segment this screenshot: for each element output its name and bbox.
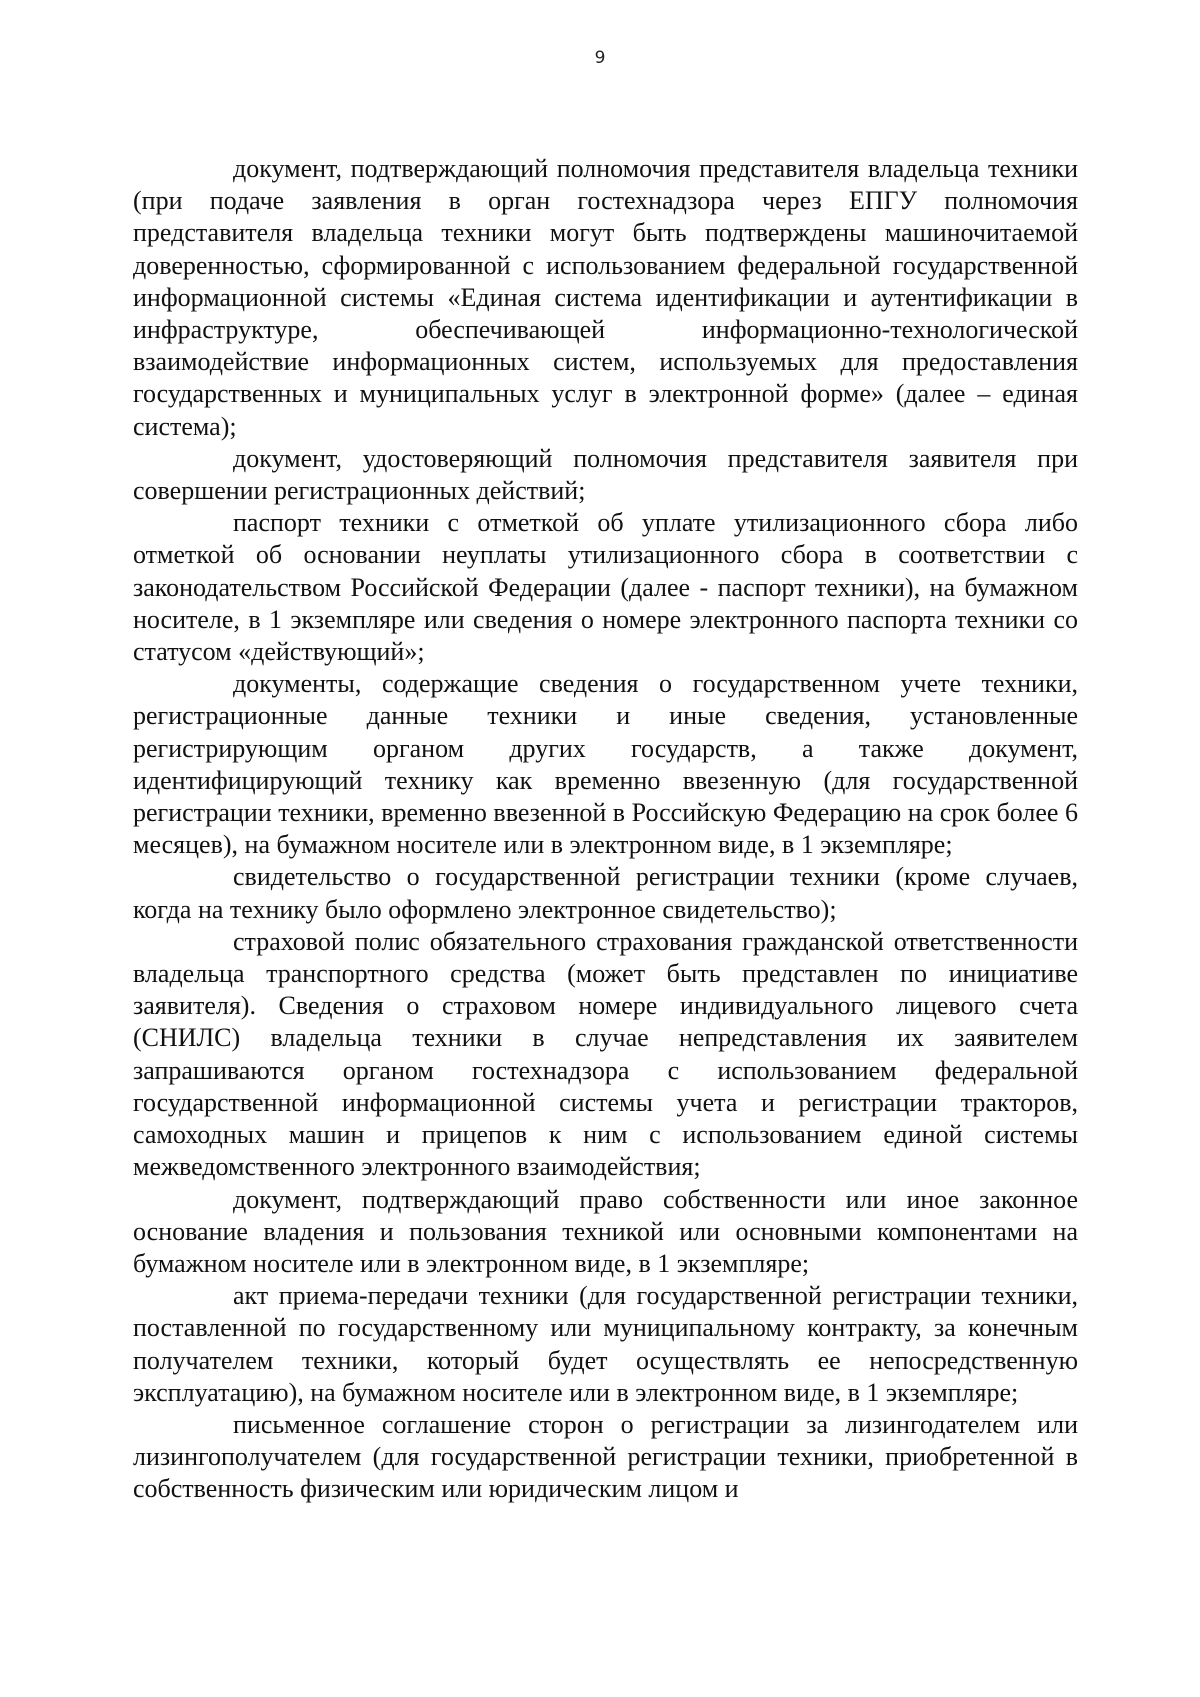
paragraph-foreign-registration: документы, содержащие сведения о государственном учете техники, регистрационные данные техники и иные сведения, установленные регистрирующим органом других государств, а также документ, идентифицирующий технику как временно ввезенную (для государственной регистрации техники, временно ввезенной в Российскую Федерацию на срок более 6 месяцев), на бумажном носителе или в электронном виде, в 1 экземпляре; <box>133 669 1078 860</box>
paragraph-applicant-representative: документ, удостоверяющий полномочия представителя заявителя при совершении регистрационных действий; <box>133 443 1078 506</box>
paragraph-insurance-policy: страховой полис обязательного страхования гражданской ответственности владельца транспортного средства (может быть представлен по инициативе заявителя). Сведения о страховом номере индивидуального лицевого счета (СНИЛС) владельца техники в случае непредставления их заявителем запрашиваются органом гостехнадзора с использованием федеральной государственной информационной системы учета и регистрации тракторов, самоходных машин и прицепов к ним с использованием единой системы межведомственного электронного взаимодействия; <box>133 926 1078 1182</box>
paragraph-ownership-document: документ, подтверждающий право собственности или иное законное основание владения и пользования техникой или основными компонентами на бумажном носителе или в электронном виде, в 1 экземпляре; <box>133 1184 1078 1278</box>
page-number: 9 <box>594 48 606 68</box>
document-body <box>133 153 1078 1506</box>
paragraph-vehicle-passport: паспорт техники с отметкой об уплате утилизационного сбора либо отметкой об основании неуплаты утилизационного сбора в соответствии с законодательством Российской Федерации (далее - паспорт техники), на бумажном носителе, в 1 экземпляре или сведения о номере электронного паспорта техники со статусом «действующий»; <box>133 508 1078 667</box>
paragraph-leasing-agreement: письменное соглашение сторон о регистрации за лизингодателем или лизингополучателем (для государственной регистрации техники, приобретенной в собственность физическим или юридическим лицом и <box>133 1409 1078 1504</box>
paragraph-registration-certificate: свидетельство о государственной регистрации техники (кроме случаев, когда на технику было оформлено электронное свидетельство); <box>133 862 1078 924</box>
paragraph-transfer-act: акт приема-передачи техники (для государственной регистрации техники, поставленной по государственному или муниципальному контракту, за конечным получателем техники, который будет осуществлять ее непосредственную эксплуатацию), на бумажном носителе или в электронном виде, в 1 экземпляре; <box>133 1281 1078 1407</box>
paragraph-representative-authority: документ, подтверждающий полномочия представителя владельца техники (при подаче заявления в орган гостехнадзора через ЕПГУ полномочия представителя владельца техники могут быть подтверждены машиночитаемой доверенностью, сформированной с использованием федеральной государственной информационной системы «Единая система идентификации и аутентификации в инфраструктуре, обеспечивающей информационно-технологической взаимодействие информационных систем, используемых для предоставления государственных и муниципальных услуг в электронной форме» (далее – единая система); <box>133 154 1078 441</box>
